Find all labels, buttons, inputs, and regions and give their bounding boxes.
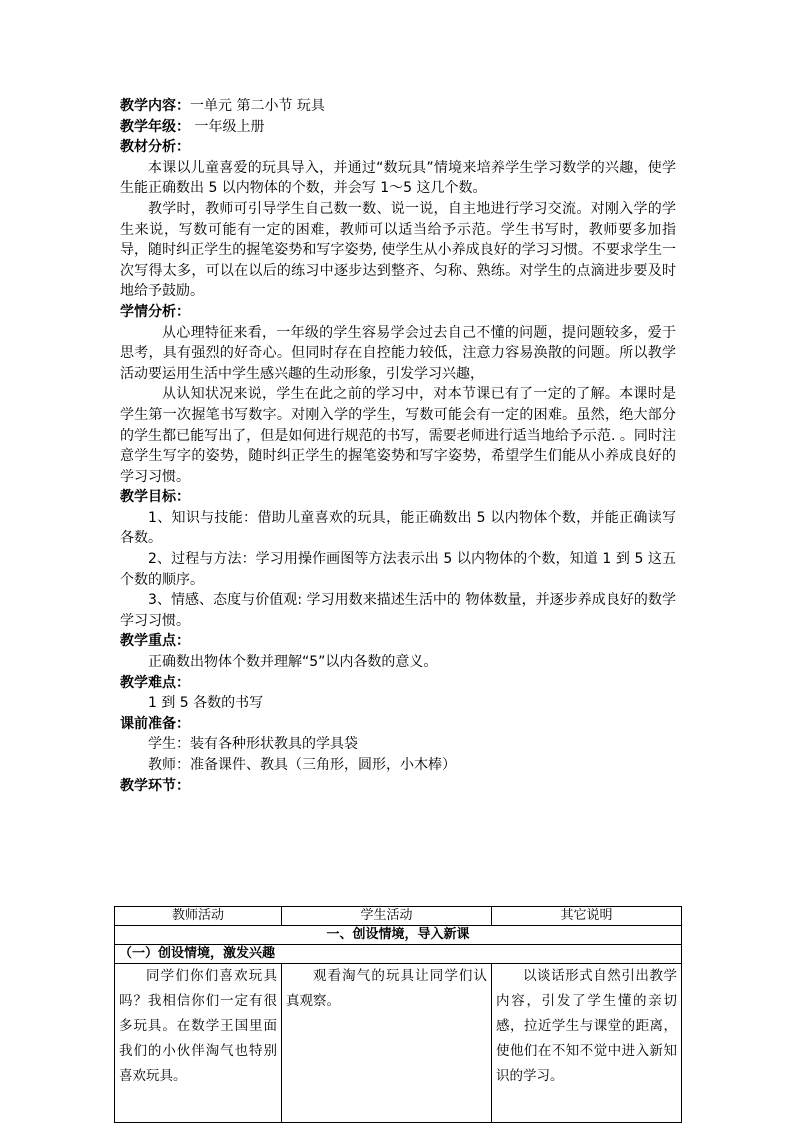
teacher-activity-text: 同学们你们喜欢玩具吗？我相信你们一定有很多玩具。在数学王国里面我们的小伙伴淘气也特别喜欢玩具。 xyxy=(119,968,277,1084)
material-heading xyxy=(120,137,676,158)
grade-label: 教学年级： xyxy=(120,118,190,135)
preparation-label: 课前准备： xyxy=(120,715,190,732)
notes-cell xyxy=(492,964,682,1123)
grade-value: 一年级上册 xyxy=(190,118,265,135)
grade-field xyxy=(120,117,676,138)
content-label: 教学内容： xyxy=(120,98,190,114)
material-label: 教材分析： xyxy=(120,139,190,156)
subsection-title: （一）创设情境，激发兴趣 xyxy=(115,945,682,964)
content-field xyxy=(120,96,676,117)
student-paragraph-1: 从心理特征来看，一年级的学生容易学会过去自己不懂的问题，提问题较多，爱于思考，具有强烈的好奇心。但同时存在自控能力较低，注意力容易涣散的问题。所以教学活动要运用生活中学生感兴趣的生动形象，引发学习兴趣， xyxy=(120,324,676,382)
goal-item-2: 2、过程与方法：学习用操作画图等方法表示出 5 以内物体的个数，知道 1 到 5 这五个数的顺序。 xyxy=(120,551,676,588)
teacher-activity-cell xyxy=(115,964,282,1123)
goals-heading xyxy=(120,487,676,508)
preparation-teacher: 教师：准备课件、教具（三角形，圆形，小木棒） xyxy=(148,757,456,773)
goal-item-1: 1、知识与技能：借助儿童喜欢的玩具，能正确数出 5 以内物体个数，并能正确读写各数。 xyxy=(120,509,676,547)
key-point-text: 正确数出物体个数并理解“5”以内各数的意义。 xyxy=(148,654,438,671)
header-other-notes: 其它说明 xyxy=(492,907,682,926)
section-row xyxy=(115,926,682,945)
student-heading xyxy=(120,302,676,323)
student-paragraph-2: 从认知状况来说，学生在此之前的学习中，对本节课已有了一定的了解。本课时是学生第一次握笔书写数字。对刚入学的学生，写数可能会有一定的困难。虽然，绝大部分的学生都已能写出了，但是如何进行规范的书写，需要老师进行适当地给予示范. 。同时注意学生写字的姿势，随时纠正学生的握笔姿势和写字姿势，希望学生们能从小养成良好的学习习惯。 xyxy=(120,386,676,485)
goal-item-3: 3、情感、态度与价值观: 学习用数来描述生活中的 物体数量，并逐步养成良好的数学学习习惯。 xyxy=(120,592,676,629)
goals-label: 教学目标： xyxy=(120,489,190,506)
header-teacher-activity: 教师活动 xyxy=(115,907,282,926)
subsection-row xyxy=(115,945,682,964)
key-point-label: 教学重点： xyxy=(120,633,190,650)
process-label: 教学环节： xyxy=(120,777,190,794)
student-label: 学情分析： xyxy=(120,303,190,320)
preparation-student: 学生：装有各种形状教具的学具袋 xyxy=(148,736,358,753)
header-student-activity: 学生活动 xyxy=(282,907,492,926)
teaching-process-table xyxy=(114,906,682,1123)
student-activity-text: 观看淘气的玩具让同学们认真观察。 xyxy=(286,968,487,1009)
content-value: 一单元 第二小节 玩具 xyxy=(190,98,325,114)
difficulty-label: 教学难点： xyxy=(120,674,190,691)
notes-text: 以谈话形式自然引出教学内容，引发了学生懂的亲切感，拉近学生与课堂的距离，使他们在不知不觉中进入新知识的学习。 xyxy=(496,968,677,1084)
section-title: 一、创设情境，导入新课 xyxy=(115,926,682,945)
difficulty-text: 1 到 5 各数的书写 xyxy=(148,695,264,712)
key-point-heading xyxy=(120,631,676,652)
preparation-heading xyxy=(120,714,676,735)
table-row xyxy=(115,964,682,1123)
student-activity-cell xyxy=(282,964,492,1123)
material-paragraph-1: 本课以儿童喜爱的玩具导入，并通过“数玩具”情境来培养学生学习数学的兴趣，使学生能正确数出 5 以内物体的个数，并会写 1～5 这几个数。 xyxy=(120,159,676,197)
process-heading xyxy=(120,776,676,797)
table-header-row xyxy=(115,907,682,926)
material-paragraph-2: 教学时，教师可引导学生自己数一数、说一说，自主地进行学习交流。对刚入学的学生来说，写数可能有一定的困难，教师可以适当给予示范。学生书写时，教师要多加指导，随时纠正学生的握笔姿势和写字姿势, 使学生从小养成良好的学习习惯。不要求学生一次写得太多，可以在以后的练习中逐步达到整齐、匀称、熟练。对学生的点滴进步要及时地给予鼓励。 xyxy=(120,200,676,300)
difficulty-heading xyxy=(120,673,676,694)
lesson-plan-body xyxy=(120,96,676,796)
